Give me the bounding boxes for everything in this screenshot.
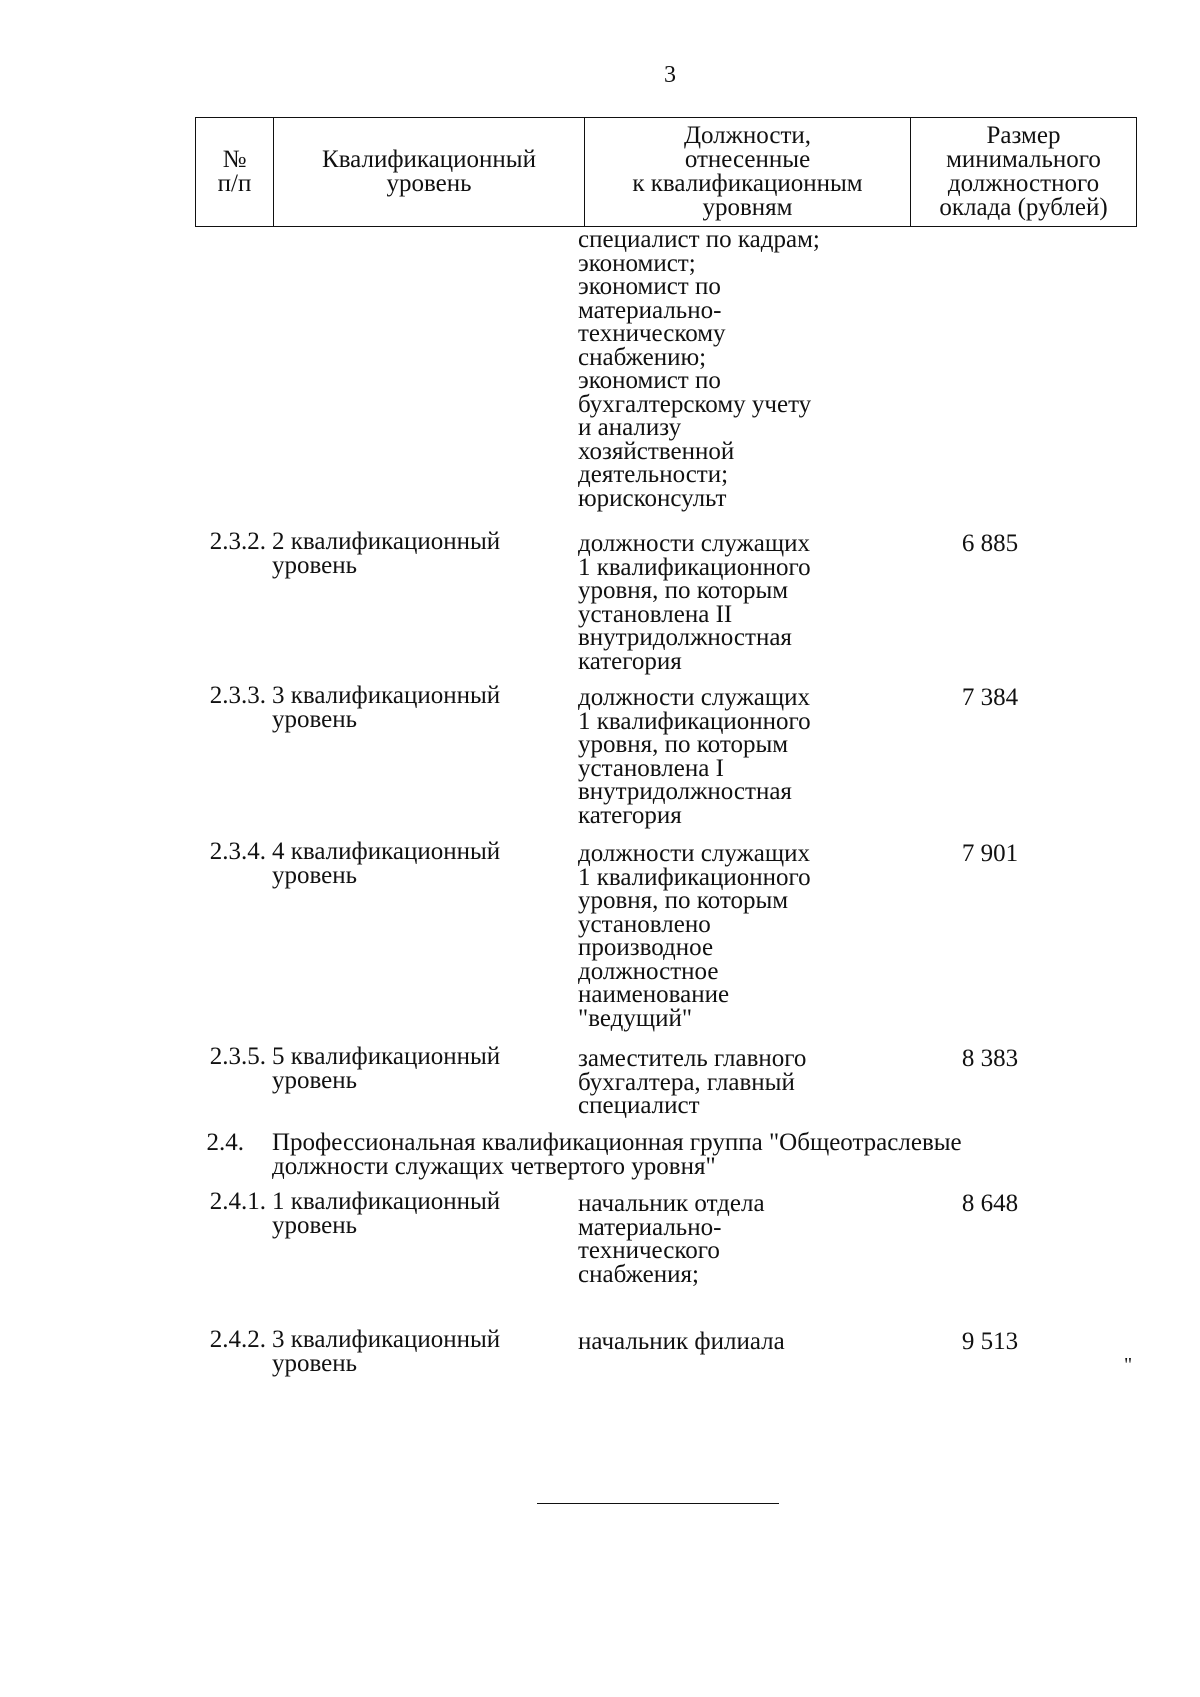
row-num: 2.3.2. — [209, 528, 266, 555]
row-positions: должности служащих 1 квалификационного уровня, по которым установлена I внутридолжностная категория — [578, 684, 811, 829]
header-salary: Размер минимального должностного оклада (рублей) — [911, 118, 1137, 227]
group-num: 2.4. — [206, 1129, 244, 1156]
header-level: Квалификационный уровень — [274, 118, 585, 227]
row-positions: начальник филиала — [578, 1328, 785, 1355]
closing-quote: " — [1124, 1354, 1133, 1376]
row-positions: начальник отдела материально- технического снабжения; — [578, 1190, 765, 1288]
row-level: 5 квалификационный уровень — [272, 1043, 501, 1094]
row-salary: 8 383 — [961, 1045, 1019, 1072]
row-level: 4 квалификационный уровень — [272, 838, 501, 889]
row-num: 2.4.2. — [209, 1326, 266, 1353]
header-positions: Должности, отнесенные к квалификационным уровням — [585, 118, 911, 227]
row-num: 2.3.4. — [209, 838, 266, 865]
row-salary: 7 901 — [961, 840, 1019, 867]
group-title: Профессиональная квалификационная группа "Общеотраслевые должности служащих четвертого уровня" — [272, 1129, 962, 1180]
row-positions: должности служащих 1 квалификационного уровня, по которым установлена II внутридолжностная категория — [578, 530, 811, 675]
row-salary: 6 885 — [961, 530, 1019, 557]
row-level: 3 квалификационный уровень — [272, 1326, 501, 1377]
header-num: № п/п — [196, 118, 274, 227]
row-level: 3 квалификационный уровень — [272, 682, 501, 733]
continuation-positions: специалист по кадрам; экономист; экономист по материально- техническому снабжению; экономист по бухгалтерскому учету и анализу хозяйственной деятельности; юрисконсульт — [578, 226, 820, 512]
footer-rule — [537, 1503, 779, 1504]
row-salary: 9 513 — [961, 1328, 1019, 1355]
table-header — [195, 117, 1137, 227]
row-salary: 8 648 — [961, 1190, 1019, 1217]
row-num: 2.4.1. — [209, 1188, 266, 1215]
row-level: 1 квалификационный уровень — [272, 1188, 501, 1239]
row-num: 2.3.3. — [209, 682, 266, 709]
row-num: 2.3.5. — [209, 1043, 266, 1070]
page-number: 3 — [664, 62, 676, 88]
row-positions: должности служащих 1 квалификационного уровня, по которым установлено производное должностное наименование "ведущий" — [578, 840, 811, 1032]
row-level: 2 квалификационный уровень — [272, 528, 501, 579]
row-positions: заместитель главного бухгалтера, главный специалист — [578, 1045, 807, 1119]
row-salary: 7 384 — [961, 684, 1019, 711]
